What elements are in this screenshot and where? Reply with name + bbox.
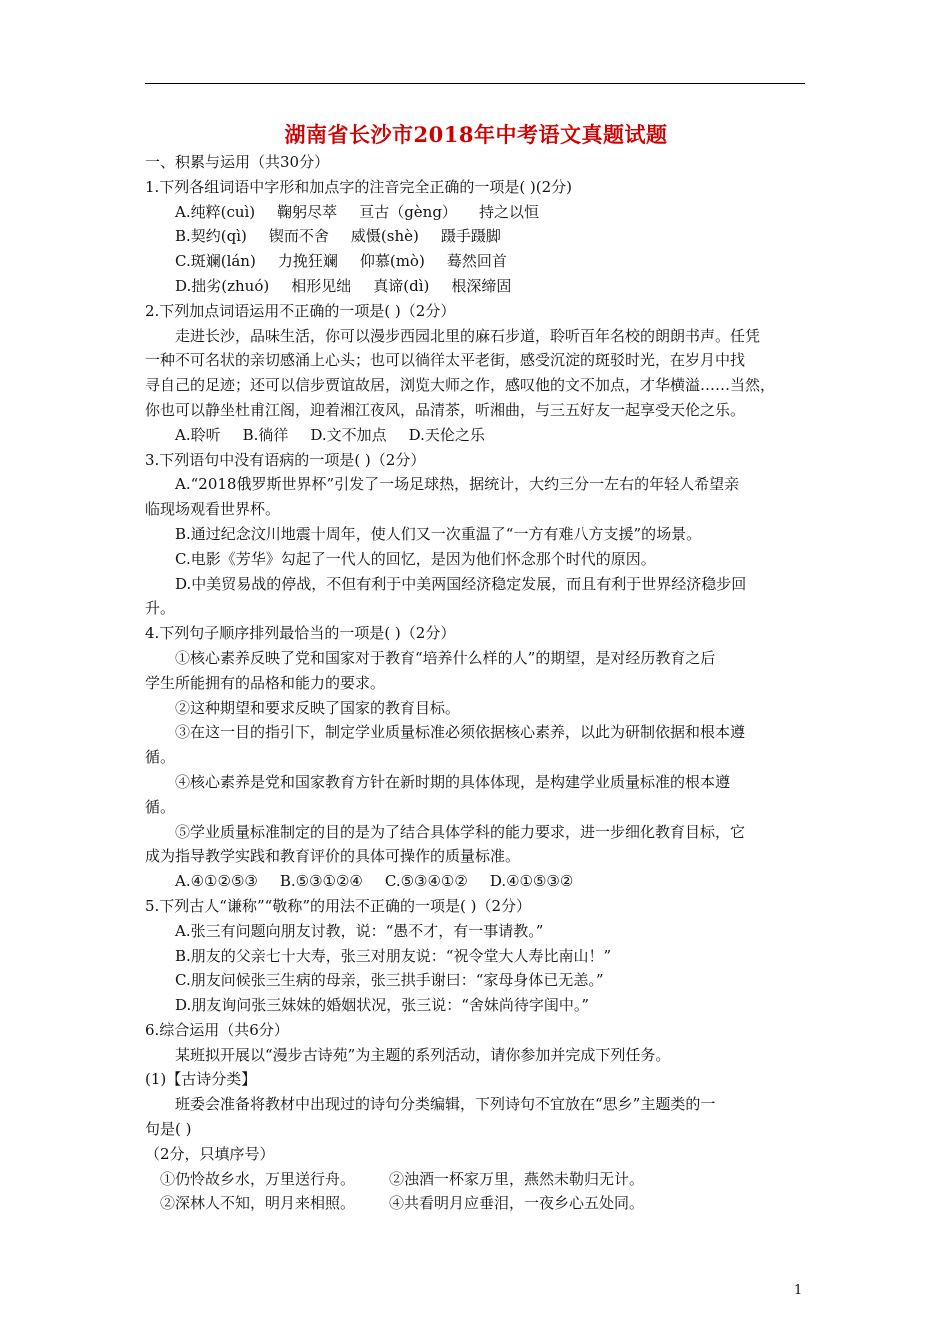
header-rule xyxy=(145,83,805,84)
text-line: C.朋友问候张三生病的母亲，张三拱手谢曰：“家母身体已无恙。” xyxy=(175,971,604,990)
option-part: D.天伦之乐 xyxy=(408,425,485,444)
text-line: 句是( ) xyxy=(145,1120,192,1139)
text-line xyxy=(145,249,807,274)
text-line: 1.下列各组词语中字形和加点字的注音完全正确的一项是( )(2分) xyxy=(145,177,573,196)
text-line xyxy=(145,224,807,249)
text-line: 2.下列加点词语运用不正确的一项是( )（2分） xyxy=(145,301,456,320)
text-line: ①核心素养反映了党和国家对于教育“培养什么样的人”的期望，是对经历教育之后 xyxy=(175,648,716,667)
text-line: 成为指导教学实践和教育评价的具体可操作的质量标准。 xyxy=(145,847,521,866)
option-part: D.文不加点 xyxy=(310,425,387,444)
option-part: B.⑤③①②④ xyxy=(279,872,363,891)
option-part: 蹑手蹑脚 xyxy=(440,227,501,246)
text-line: 循。 xyxy=(145,748,176,767)
option-part: B.契约(qì) xyxy=(175,227,247,246)
text-line: ⑤学业质量标准制定的目的是为了结合具体学科的能力要求，进一步细化教育目标，它 xyxy=(175,822,746,841)
option-part: ①仍怜故乡水，万里送行舟。 xyxy=(160,1169,356,1188)
option-part: 相形见绌 xyxy=(291,276,352,295)
option-part: ②深林人不知，明月来相照。 xyxy=(160,1194,356,1213)
text-line: 班委会准备将教材中出现过的诗句分类编辑，下列诗句不宜放在“思乡”主题类的一 xyxy=(175,1095,716,1114)
text-line: B.通过纪念汶川地震十周年，使人们又一次重温了“一方有难八方支援”的场景。 xyxy=(175,524,702,543)
document-title: 湖南省长沙市2018年中考语文真题试题 xyxy=(284,122,668,147)
text-line xyxy=(145,423,807,448)
option-part: 根深缔固 xyxy=(451,276,512,295)
option-part: D.拙劣(zhuó) xyxy=(175,276,270,295)
text-line: 4.下列句子顺序排列最恰当的一项是( )（2分） xyxy=(145,624,456,643)
option-part: A.纯粹(cuì) xyxy=(175,202,256,221)
option-part: C.斑斓(lán) xyxy=(175,252,256,271)
text-line: C.电影《芳华》勾起了一代人的回忆，是因为他们怀念那个时代的原因。 xyxy=(175,549,656,568)
exam-body xyxy=(145,150,807,1216)
text-line: （2分，只填序号） xyxy=(145,1144,275,1163)
page-number: 1 xyxy=(794,1283,803,1298)
text-line: 5.下列古人“谦称”“敬称”的用法不正确的一项是( )（2分） xyxy=(145,896,532,915)
text-line: A.“2018俄罗斯世界杯”引发了一场足球热，据统计，大约三分一左右的年轻人希望亲 xyxy=(175,475,740,494)
option-part: ②浊酒一杯家万里，燕然未勒归无计。 xyxy=(389,1169,645,1188)
text-line xyxy=(145,1167,807,1192)
text-line: 一种不可名状的亲切感涌上心头；也可以徜徉太平老街，感受沉淀的斑驳时光，在岁月中找 xyxy=(145,351,746,370)
text-line xyxy=(145,274,807,299)
text-line: 一、积累与运用（共30分） xyxy=(145,153,330,171)
text-line: B.朋友的父亲七十大寿，张三对朋友说：“祝令堂大人寿比南山！” xyxy=(175,946,612,965)
text-line: 升。 xyxy=(145,599,176,618)
text-line xyxy=(145,1191,807,1216)
exam-page xyxy=(145,120,807,1216)
option-part: 锲而不舍 xyxy=(268,227,329,246)
option-part: ④共看明月应垂泪，一夜乡心五处同。 xyxy=(389,1194,645,1213)
option-part: 蓦然回首 xyxy=(446,252,507,271)
text-line: A.张三有问题向朋友讨教，说：“愚不才，有一事请教。” xyxy=(175,921,544,940)
text-line: D.中美贸易战的停战，不但有利于中美两国经济稳定发展，而且有利于世界经济稳步回 xyxy=(175,574,747,593)
text-line xyxy=(145,869,807,894)
text-line: 6.综合运用（共6分） xyxy=(145,1020,289,1039)
option-part: 力挽狂斓 xyxy=(277,252,338,271)
text-line: (1)【古诗分类】 xyxy=(145,1070,257,1089)
text-line: 学生所能拥有的品格和能力的要求。 xyxy=(145,673,386,692)
option-part: 亘古（gèng） xyxy=(359,202,457,221)
option-part: A.聆听 xyxy=(175,425,221,444)
text-line xyxy=(145,200,807,225)
text-line: D.朋友询问张三妹妹的婚姻状况，张三说：“舍妹尚待字闺中。” xyxy=(175,996,590,1015)
text-line: 临现场观看世界杯。 xyxy=(145,500,281,519)
option-part: D.④①⑤③② xyxy=(489,872,574,891)
option-part: 仰慕(mò) xyxy=(359,252,425,271)
text-line: 走进长沙，品味生活，你可以漫步西园北里的麻石步道，聆听百年名校的朗朗书声。任凭 xyxy=(175,326,761,345)
text-line: ④核心素养是党和国家教育方针在新时期的具体体现，是构建学业质量标准的根本遵 xyxy=(175,772,731,791)
option-part: 鞠躬尽萃 xyxy=(277,202,338,221)
option-part: A.④①②⑤③ xyxy=(175,872,258,891)
text-line: ③在这一目的指引下，制定学业质量标准必须依据核心素养，以此为研制依据和根本遵 xyxy=(175,723,746,742)
option-part: 真谛(dì) xyxy=(373,276,430,295)
option-part: C.⑤③④①② xyxy=(384,872,468,891)
option-part: B.徜徉 xyxy=(242,425,289,444)
option-part: 威慑(shè) xyxy=(350,227,419,246)
text-line: 3.下列语句中没有语病的一项是( )（2分） xyxy=(145,450,426,469)
text-line: 你也可以静坐杜甫江阁，迎着湘江夜风，品清茶，听湘曲，与三五好友一起享受天伦之乐。 xyxy=(145,400,746,419)
option-part: 持之以恒 xyxy=(478,202,539,221)
text-line: 某班拟开展以“漫步古诗苑”为主题的系列活动，请你参加并完成下列任务。 xyxy=(175,1045,671,1064)
text-line: 循。 xyxy=(145,797,176,816)
text-line: 寻自己的足迹；还可以信步贾谊故居，浏览大师之作，感叹他的文不加点，才华横溢……当然， xyxy=(145,376,776,395)
text-line: ②这种期望和要求反映了国家的教育目标。 xyxy=(175,698,461,717)
